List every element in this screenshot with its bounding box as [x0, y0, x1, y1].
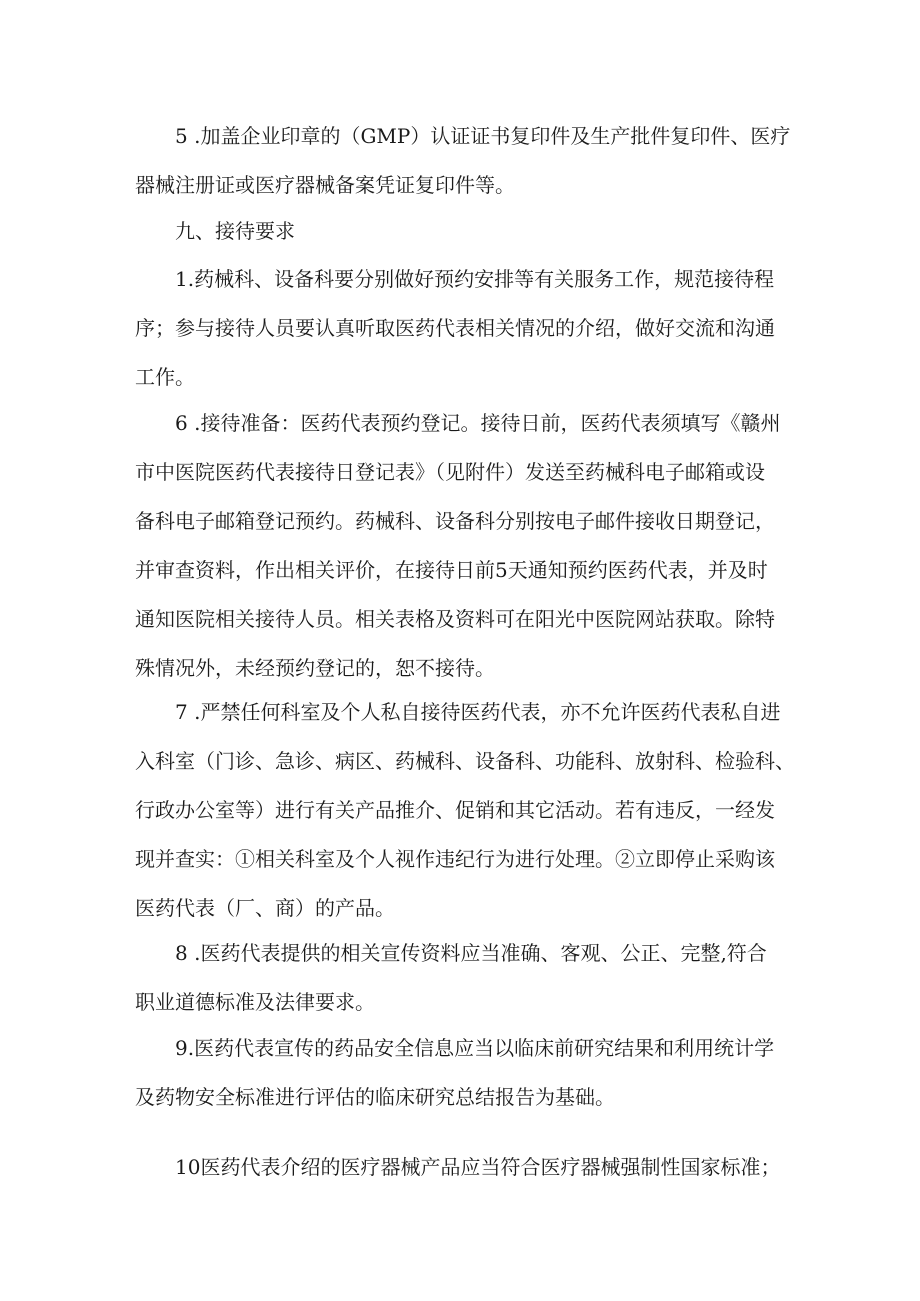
text-line: 6 .接待准备：医药代表预约登记。接待日前，医药代表须填写《赣州: [175, 411, 781, 435]
text-line: 职业道德标准及法律要求。: [135, 990, 375, 1014]
paragraph-item-1: [135, 255, 775, 402]
text-line: 8 .医药代表提供的相关宣传资料应当准确、客观、公正、完整,符合: [175, 941, 767, 965]
text-line: 1.药械科、设备科要分别做好预约安排等有关服务工作，规范接待程: [175, 267, 775, 291]
text-line: 9.医药代表宣传的药品安全信息应当以临床前研究结果和利用统计学: [175, 1036, 775, 1060]
text-line: 备科电子邮箱登记预约。药械科、设备科分别按电子邮件接收日期登记，: [135, 509, 775, 533]
text-line: 殊情况外，未经预约登记的，恕不接待。: [135, 656, 495, 680]
text-line: 10医药代表介绍的医疗器械产品应当符合医疗器械强制性国家标准；: [175, 1155, 781, 1179]
text-line: 入科室（门诊、急诊、病区、药械科、设备科、功能科、放射科、检验科、: [135, 749, 795, 773]
paragraph-item-6: [135, 399, 780, 693]
heading-text: 九、接待要求: [175, 219, 295, 243]
text-line: 市中医院医药代表接待日登记表》（见附件）发送至药械科电子邮箱或设: [135, 460, 765, 484]
paragraph-item-8: [135, 929, 767, 1027]
paragraph-item-7: [135, 688, 795, 933]
paragraph-item-9: [135, 1024, 774, 1122]
text-line: 及药物安全标准进行评估的临床研究总结报告为基础。: [135, 1085, 615, 1109]
paragraph-item-10: [135, 1143, 780, 1192]
text-line: 医药代表（厂、商）的产品。: [135, 896, 395, 920]
text-line: 器械注册证或医疗器械备案凭证复印件等。: [135, 173, 515, 197]
section-heading: [135, 207, 295, 256]
text-line: 通知医院相关接待人员。相关表格及资料可在阳光中医院网站获取。除特: [135, 607, 775, 631]
text-line: 序；参与接待人员要认真听取医药代表相关情况的介绍，做好交流和沟通: [135, 316, 775, 340]
text-line: 5 .加盖企业印章的（GMP）认证证书复印件及生产批件复印件、医疗: [175, 124, 791, 148]
text-line: 现并查实：①相关科室及个人视作违纪行为进行处理。②立即停止采购该: [135, 847, 775, 871]
text-line: 工作。: [135, 365, 195, 389]
text-line: 7 .严禁任何科室及个人私自接待医药代表，亦不允许医药代表私自进: [175, 700, 781, 724]
text-line: 并审查资料，作出相关评价，在接待日前5天通知预约医药代表，并及时: [135, 558, 768, 582]
text-line: 行政办公室等）进行有关产品推介、促销和其它活动。若有违反，一经发: [135, 798, 775, 822]
paragraph-item-5: [135, 112, 790, 210]
